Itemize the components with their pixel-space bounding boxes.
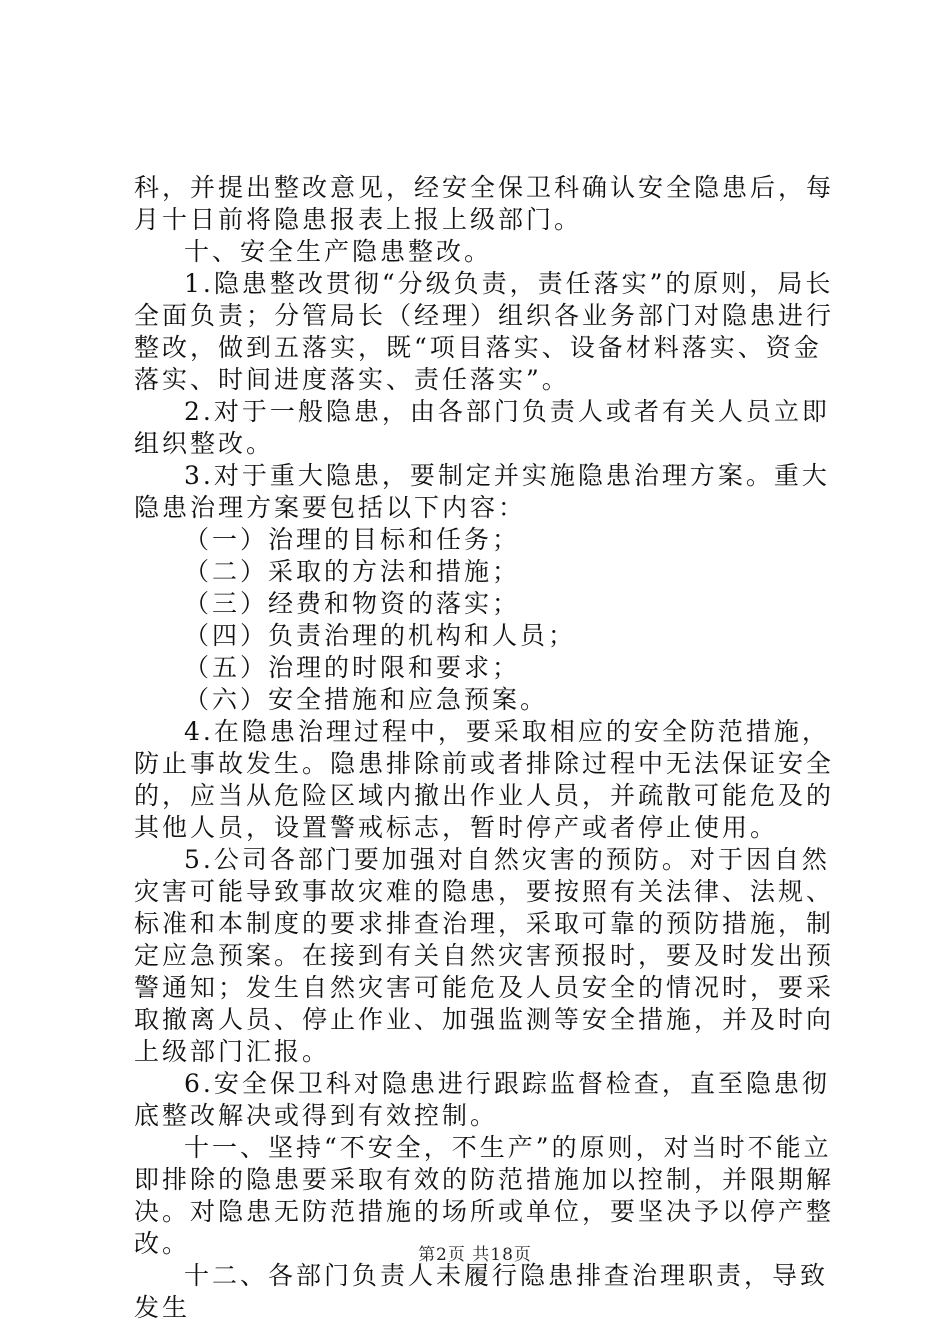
- paragraph-item-2: 2.对于一般隐患，由各部门负责人或者有关人员立即组织整改。: [134, 397, 830, 458]
- paragraph-item-1: 1.隐患整改贯彻“分级负责，责任落实”的原则，局长全面负责；分管局长（经理）组织各业务部门对隐患进行整改，做到五落实，既“项目落实、设备材料落实、资金落实、时间进度落实、责任落实”。: [134, 269, 835, 394]
- page-number: 第2页 共18页: [418, 1245, 532, 1265]
- list-item: （六）安全措施和应急预案。: [184, 685, 549, 714]
- section-heading-10: 十、安全生产隐患整改。: [184, 237, 493, 266]
- list-item: （二）采取的方法和措施；: [184, 557, 521, 586]
- section-paragraph-11: 十一、坚持“不安全，不生产”的原则，对当时不能立即排除的隐患要采取有效的防范措施加以控制，并限期解决。对隐患无防范措施的场所或单位，要坚决予以停产整改。: [134, 1133, 835, 1258]
- list-item: （四）负责治理的机构和人员；: [184, 621, 577, 650]
- paragraph-item-5: 5.公司各部门要加强对自然灾害的预防。对于因自然灾害可能导致事故灾难的隐患，要按照有关法律、法规、标准和本制度的要求排查治理，采取可靠的预防措施，制定应急预案。在接到有关自然灾害预报时，要及时发出预警通知；发生自然灾害可能危及人员安全的情况时，要采取撤离人员、停止作业、加强监测等安全措施，并及时向上级部门汇报。: [134, 845, 835, 1066]
- list-item: （五）治理的时限和要求；: [184, 653, 521, 682]
- document-body: [134, 172, 844, 1324]
- list-item: （一）治理的目标和任务；: [184, 525, 521, 554]
- plan-contents-list: [134, 524, 844, 716]
- paragraph-item-4: 4.在隐患治理过程中，要采取相应的安全防范措施，防止事故发生。隐患排除前或者排除过程中无法保证安全的，应当从危险区域内撤出作业人员，并疏散可能危及的其他人员，设置警戒标志，暂时停产或者停止使用。: [134, 717, 835, 842]
- list-item: （三）经费和物资的落实；: [184, 589, 521, 618]
- section-paragraph-12: 十二、各部门负责人未履行隐患排查治理职责，导致发生: [134, 1261, 829, 1322]
- page-footer: [0, 1240, 950, 1265]
- paragraph-item-6: 6.安全保卫科对隐患进行跟踪监督检查，直至隐患彻底整改解决或得到有效控制。: [134, 1069, 830, 1130]
- paragraph-item-3: 3.对于重大隐患，要制定并实施隐患治理方案。重大隐患治理方案要包括以下内容：: [134, 461, 830, 522]
- paragraph-continuation: 科，并提出整改意见，经安全保卫科确认安全隐患后，每月十日前将隐患报表上报上级部门。: [134, 173, 835, 234]
